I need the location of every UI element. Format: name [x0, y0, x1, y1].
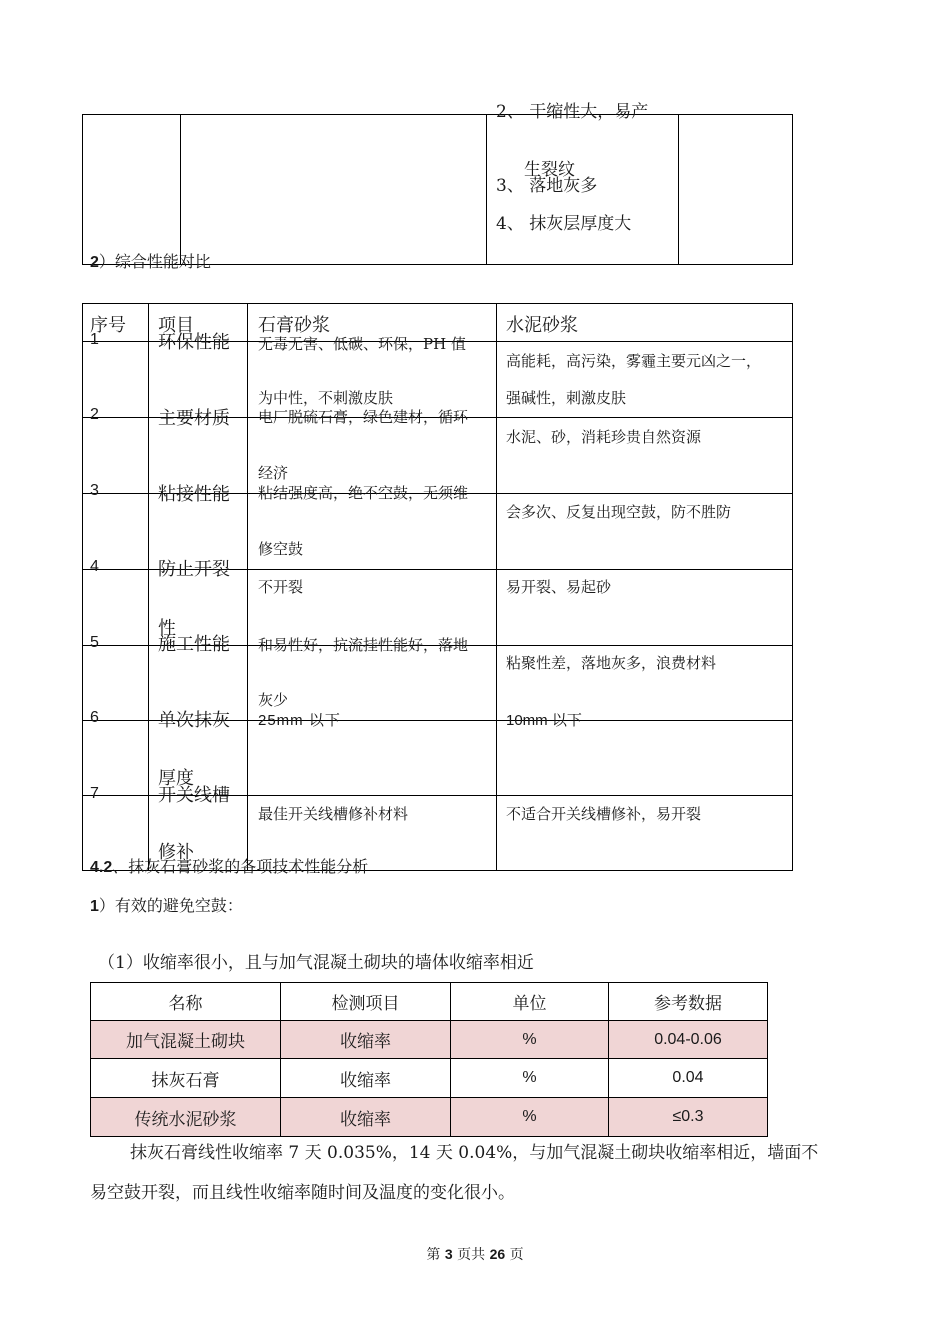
compare-row-5-item: 施工性能: [158, 634, 230, 655]
shrink-row-1-unit: %: [522, 1030, 537, 1048]
top-table-item-2: 2、 干缩性大，易产: [496, 102, 649, 122]
compare-row-1-item: 环保性能: [158, 332, 230, 353]
compare-row-2-cement-a: 水泥、砂，消耗珍贵自然资源: [506, 428, 702, 446]
compare-row-5-gypsum-a: 和易性好，抗流挂性能好，落地: [258, 636, 469, 654]
compare-header-cement: 水泥砂浆: [506, 315, 578, 336]
sub-heading-1: 1）有效的避免空鼓：: [90, 896, 243, 915]
section-heading-4-2: 4.2、抹灰石膏砂浆的各项技术性能分析: [90, 857, 369, 876]
paragraph-line-2: 易空鼓开裂，而且线性收缩率随时间及温度的变化很小。: [90, 1183, 515, 1203]
shrink-row-1-ref: 0.04-0.06: [654, 1030, 722, 1048]
compare-row-3-num: 3: [90, 482, 99, 499]
shrink-row-3-unit: %: [522, 1108, 537, 1125]
page-footer: 第 3 页共 26 页: [426, 1246, 524, 1263]
compare-row-1-gypsum-a: 无毒无害、低碳、环保，PH 值: [258, 335, 466, 353]
shrink-row-3-ref: ≤0.3: [672, 1108, 704, 1125]
shrink-header-test: 检测项目: [331, 994, 400, 1014]
paragraph-line-1: 抹灰石膏线性收缩率 7 天 0.035%，14 天 0.04%，与加气混凝土砌块收缩率相近，墙面不: [130, 1143, 819, 1163]
shrink-header-ref: 参考数据: [654, 994, 722, 1014]
compare-row-6-gypsum-a: 25mm 以下: [258, 712, 341, 729]
compare-row-5-gypsum-b: 灰少: [258, 691, 289, 709]
compare-row-4-num: 4: [90, 558, 99, 575]
compare-row-6-cement-a: 10mm 以下: [506, 712, 582, 729]
sub-point-1-1: （1）收缩率很小，且与加气混凝土砌块的墙体收缩率相近: [98, 953, 534, 973]
shrink-row-2-unit: %: [522, 1069, 537, 1086]
top-table-item-3: 3、 落地灰多: [496, 176, 598, 196]
compare-row-7-cement-a: 不适合开关线槽修补，易开裂: [506, 805, 702, 823]
compare-header-gypsum: 石膏砂浆: [258, 315, 330, 336]
shrink-row-2-name: 抹灰石膏: [151, 1070, 220, 1091]
compare-row-6-num: 6: [90, 709, 99, 726]
compare-row-7-item-a: 开关线槽: [158, 785, 230, 806]
compare-header-item: 项目: [158, 315, 194, 336]
compare-header-num: 序号: [90, 315, 126, 336]
compare-row-7-gypsum-a: 最佳开关线槽修补材料: [258, 805, 409, 823]
top-table-item-4: 4、 抹灰层厚度大: [496, 214, 632, 234]
shrink-row-1-name: 加气混凝土砌块: [126, 1032, 245, 1052]
compare-row-7-item-b: 修补: [158, 842, 194, 863]
compare-row-1-cement-b: 强碱性，刺激皮肤: [506, 389, 627, 407]
compare-row-3-gypsum-b: 修空鼓: [258, 540, 304, 558]
top-table-item-2-cont: 生裂纹: [524, 160, 575, 180]
compare-row-4-gypsum-a: 不开裂: [258, 578, 304, 596]
compare-row-4-cement-a: 易开裂、易起砂: [506, 578, 612, 596]
compare-row-4-item-b: 性: [158, 618, 176, 639]
shrink-header-unit: 单位: [512, 994, 547, 1014]
compare-row-1-cement-a: 高能耗，高污染，雾霾主要元凶之一，: [506, 352, 762, 370]
compare-row-4-item-a: 防止开裂: [158, 559, 230, 580]
section-heading-2: 2）综合性能对比: [90, 252, 211, 271]
compare-row-6-item-b: 厚度: [158, 768, 194, 789]
shrink-row-3-test: 收缩率: [340, 1109, 391, 1130]
shrink-row-3-name: 传统水泥砂浆: [134, 1109, 237, 1130]
compare-row-6-item-a: 单次抹灰: [158, 710, 230, 731]
shrink-row-2-ref: 0.04: [672, 1069, 704, 1086]
compare-row-3-item: 粘接性能: [158, 484, 230, 505]
shrink-header-name: 名称: [168, 994, 203, 1014]
compare-row-1-gypsum-b: 为中性，不刺激皮肤: [258, 389, 394, 407]
shrink-row-2-test: 收缩率: [340, 1070, 391, 1091]
compare-row-5-num: 5: [90, 634, 99, 651]
shrink-row-1-test: 收缩率: [340, 1032, 391, 1052]
compare-row-3-cement-a: 会多次、反复出现空鼓，防不胜防: [506, 503, 732, 521]
compare-row-1-num: 1: [90, 331, 99, 348]
compare-row-7-num: 7: [90, 785, 99, 802]
compare-row-2-num: 2: [90, 406, 99, 423]
compare-row-3-gypsum-a: 粘结强度高，绝不空鼓，无须维: [258, 484, 469, 502]
compare-row-2-item: 主要材质: [158, 408, 230, 429]
compare-row-5-cement-a: 粘聚性差，落地灰多，浪费材料: [506, 654, 717, 672]
compare-row-2-gypsum-b: 经济: [258, 464, 289, 482]
compare-row-2-gypsum-a: 电厂脱硫石膏，绿色建材，循环: [258, 408, 469, 426]
